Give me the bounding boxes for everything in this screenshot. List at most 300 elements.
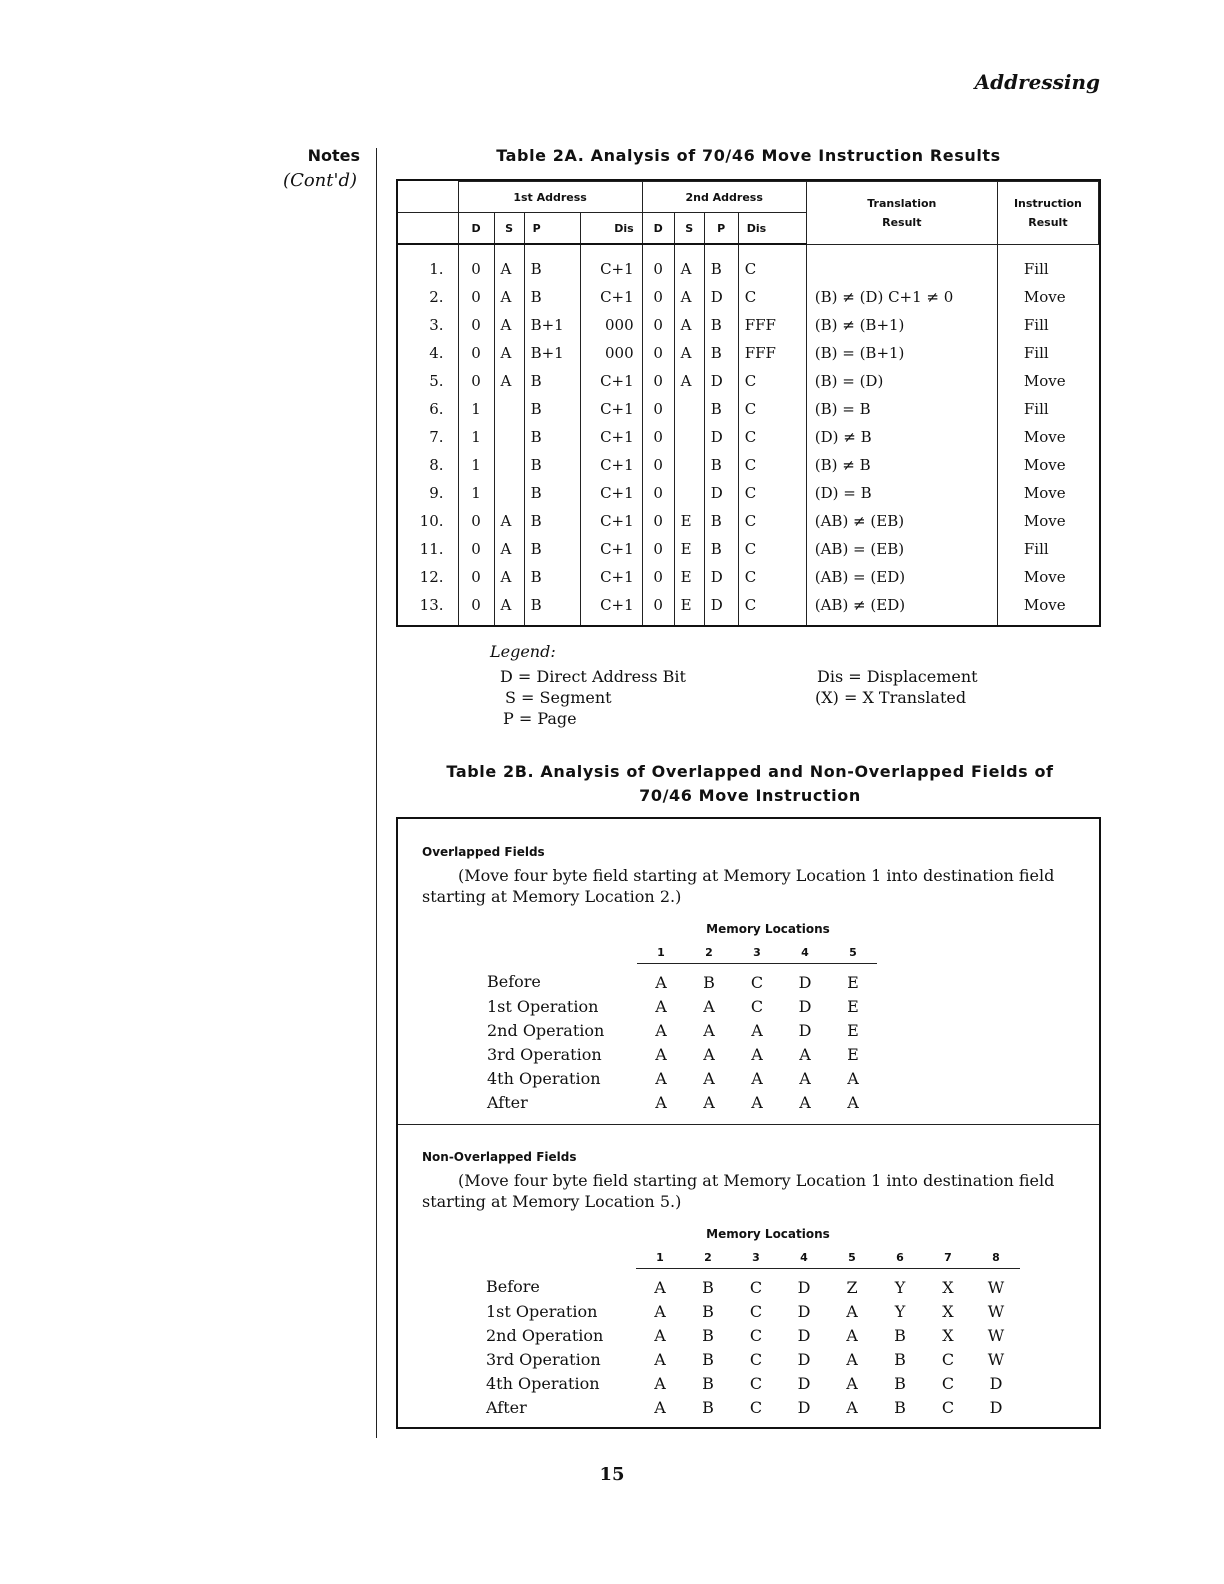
- table-2a-cell: C+1: [580, 535, 642, 563]
- table-2a-cell: C: [738, 244, 806, 283]
- table-2a-cell: 0: [458, 591, 494, 625]
- table-2a-cell: C+1: [580, 423, 642, 451]
- table-2a-cell: B: [524, 479, 580, 507]
- table-2a-cell: A: [494, 283, 524, 311]
- memory-cell: Y: [894, 1277, 906, 1297]
- table-2a-cell: D: [704, 563, 738, 591]
- table-2a-cell: 7.: [429, 428, 444, 446]
- memory-cell: A: [846, 1325, 858, 1345]
- memory-location-header: 3: [732, 1246, 780, 1269]
- memory-cell: B: [702, 1277, 714, 1297]
- table-2a-cell: C+1: [580, 479, 642, 507]
- table-2b: [396, 817, 1101, 1429]
- table-2a-cell: B: [524, 507, 580, 535]
- table-2a-cell: 0: [458, 283, 494, 311]
- table-2a-cell: [674, 451, 704, 479]
- header-instruction-bottom: Result: [1028, 215, 1068, 229]
- margin-rule: [376, 148, 377, 1438]
- operation-label: Before: [487, 972, 541, 992]
- header-instruction-top: Instruction: [1013, 196, 1082, 210]
- operation-row: [487, 1042, 877, 1066]
- non-overlapped-memory-locations: Memory Locations: [706, 1227, 830, 1241]
- table-2a-cell: C: [738, 507, 806, 535]
- operation-row: [487, 1090, 877, 1114]
- memory-cell: B: [703, 972, 715, 992]
- table-2a-cell: D: [704, 591, 738, 625]
- memory-cell: A: [846, 1397, 858, 1417]
- table-2b-title: [400, 760, 1100, 808]
- memory-cell: Y: [894, 1301, 906, 1321]
- table-2a-cell: A: [674, 367, 704, 395]
- memory-cell: W: [987, 1301, 1005, 1321]
- table-2a-cell: Move: [997, 591, 1098, 625]
- memory-cell: D: [798, 996, 812, 1016]
- table-2a-cell: A: [494, 339, 524, 367]
- memory-cell: A: [751, 1092, 763, 1112]
- table-2a-cell: (B) ≠ (D) C+1 ≠ 0: [806, 283, 997, 311]
- table-2a-cell: E: [674, 563, 704, 591]
- memory-cell: D: [797, 1325, 811, 1345]
- memory-cell: B: [702, 1325, 714, 1345]
- memory-cell: B: [702, 1373, 714, 1393]
- memory-cell: C: [749, 1349, 763, 1369]
- memory-cell: C: [749, 1277, 763, 1297]
- memory-cell: C: [749, 1373, 763, 1393]
- memory-cell: E: [847, 1020, 859, 1040]
- table-2a-cell: (B) = B: [806, 395, 997, 423]
- table-2a-cell: 0: [458, 367, 494, 395]
- table-2a-cell: C: [738, 395, 806, 423]
- table-2a-cell: D: [704, 423, 738, 451]
- legend-p: P = Page: [503, 709, 577, 728]
- table-2a-cell: Move: [997, 451, 1098, 479]
- operation-row: [487, 994, 877, 1018]
- col-header: Dis: [580, 213, 642, 245]
- table-2a-cell: (B) = (B+1): [806, 339, 997, 367]
- table-2a-cell: B: [704, 395, 738, 423]
- operation-row: [486, 1299, 1020, 1323]
- memory-cell: C: [941, 1397, 955, 1417]
- table-2a-cell: 1: [458, 423, 494, 451]
- table-2a-cell: Move: [997, 507, 1098, 535]
- operation-label: 1st Operation: [487, 996, 599, 1016]
- table-2a-cell: B: [524, 395, 580, 423]
- table-2a-cell: B: [524, 591, 580, 625]
- memory-cell: B: [894, 1325, 906, 1345]
- memory-cell: E: [847, 996, 859, 1016]
- table-2a-cell: [674, 423, 704, 451]
- memory-cell: A: [654, 1277, 666, 1297]
- table-2a-row: [398, 563, 1099, 591]
- memory-cell: B: [702, 1301, 714, 1321]
- table-2a-row: [398, 507, 1099, 535]
- table-2a-cell: (D) = B: [806, 479, 997, 507]
- memory-cell: A: [799, 1092, 811, 1112]
- running-head: Addressing: [974, 70, 1100, 94]
- overlapped-title: Overlapped Fields: [422, 845, 545, 859]
- table-2a-cell: C: [738, 591, 806, 625]
- table-2a-cell: 1: [458, 451, 494, 479]
- table-2a-cell: [494, 423, 524, 451]
- table-2a-cell: 2.: [429, 288, 444, 306]
- table-2a-row: [398, 367, 1099, 395]
- table-2a-cell: Fill: [997, 395, 1098, 423]
- table-2a-cell: C+1: [580, 507, 642, 535]
- table-2a-cell: 4.: [429, 344, 444, 362]
- memory-location-header: 3: [733, 941, 781, 964]
- memory-cell: A: [654, 1349, 666, 1369]
- table-2a-cell: C: [738, 367, 806, 395]
- memory-cell: D: [797, 1373, 811, 1393]
- table-2a-cell: 11.: [419, 540, 444, 558]
- operation-row: [486, 1371, 1020, 1395]
- table-2a-cell: C+1: [580, 283, 642, 311]
- legend-dis: Dis = Displacement: [817, 667, 978, 686]
- memory-location-header: 5: [828, 1246, 876, 1269]
- operation-row: [486, 1347, 1020, 1371]
- table-2a-cell: 0: [642, 395, 674, 423]
- memory-cell: A: [846, 1349, 858, 1369]
- table-2a-cell: A: [494, 311, 524, 339]
- memory-cell: A: [846, 1301, 858, 1321]
- notes-label: Notes: [307, 146, 360, 165]
- table-2a-cell: 12.: [419, 568, 444, 586]
- operation-row: [486, 1269, 1020, 1300]
- table-2a-cell: 0: [458, 244, 494, 283]
- operation-row: [487, 1018, 877, 1042]
- table-2a-row: [398, 311, 1099, 339]
- table-2a-cell: A: [674, 244, 704, 283]
- table-2a-cell: 3.: [429, 316, 444, 334]
- memory-cell: A: [846, 1373, 858, 1393]
- table-2a-cell: 0: [458, 535, 494, 563]
- memory-cell: D: [797, 1301, 811, 1321]
- legend-title: Legend:: [490, 642, 556, 661]
- table-2a-cell: 0: [458, 563, 494, 591]
- table-2a-cell: A: [494, 591, 524, 625]
- legend-d: D = Direct Address Bit: [500, 667, 686, 686]
- memory-cell: D: [797, 1277, 811, 1297]
- table-2a-cell: A: [674, 339, 704, 367]
- memory-cell: A: [751, 1068, 763, 1088]
- memory-cell: B: [702, 1397, 714, 1417]
- table-2a-cell: Fill: [997, 244, 1098, 283]
- memory-cell: W: [987, 1349, 1005, 1369]
- table-2a-cell: B: [524, 451, 580, 479]
- table-2a-cell: [806, 244, 997, 283]
- table-2a-cell: 0: [642, 339, 674, 367]
- table-2a-cell: (AB) ≠ (ED): [806, 591, 997, 625]
- table-2a-cell: Fill: [997, 339, 1098, 367]
- table-2a-cell: 0: [458, 339, 494, 367]
- table-2a-cell: 1: [458, 479, 494, 507]
- table-2a-cell: C: [738, 479, 806, 507]
- table-2a-cell: 000: [580, 311, 642, 339]
- memory-cell: A: [654, 1373, 666, 1393]
- memory-cell: A: [655, 972, 667, 992]
- table-2a-cell: A: [494, 367, 524, 395]
- operation-label: 3rd Operation: [487, 1044, 602, 1064]
- header-1st-address: 1st Address: [458, 182, 642, 213]
- col-header: D: [458, 213, 494, 245]
- memory-cell: A: [655, 996, 667, 1016]
- table-2a-cell: 0: [642, 451, 674, 479]
- table-2a-cell: B: [524, 367, 580, 395]
- table-2a-cell: C: [738, 535, 806, 563]
- non-overlapped-desc-text: (Move four byte field starting at Memory Location 1 into destination field starting at Memory Location 5.): [422, 1171, 1055, 1211]
- memory-cell: A: [703, 1044, 715, 1064]
- table-2a-cell: C: [738, 563, 806, 591]
- table-2a-cell: C+1: [580, 591, 642, 625]
- table-2a-cell: (B) ≠ B: [806, 451, 997, 479]
- operation-label: 4th Operation: [487, 1068, 601, 1088]
- memory-cell: B: [894, 1397, 906, 1417]
- table-2a-cell: [674, 479, 704, 507]
- table-2a-row: [398, 244, 1099, 283]
- table-2a-title: Table 2A. Analysis of 70/46 Move Instruction Results: [496, 146, 1001, 165]
- legend-s: S = Segment: [505, 688, 612, 707]
- operation-label: After: [486, 1397, 527, 1417]
- memory-cell: E: [847, 1044, 859, 1064]
- memory-location-header: 2: [684, 1246, 732, 1269]
- header-2nd-address: 2nd Address: [642, 182, 806, 213]
- table-2a-cell: 0: [642, 563, 674, 591]
- header-instruction-result: [997, 182, 1098, 245]
- table-2a-cell: 0: [642, 535, 674, 563]
- memory-cell: A: [655, 1068, 667, 1088]
- table-2a-cell: (B) = (D): [806, 367, 997, 395]
- operation-label: 2nd Operation: [486, 1325, 604, 1345]
- table-2a-cell: D: [704, 283, 738, 311]
- table-2a-cell: C: [738, 451, 806, 479]
- memory-location-header: 1: [636, 1246, 684, 1269]
- memory-cell: C: [750, 996, 764, 1016]
- memory-location-header: 1: [637, 941, 685, 964]
- table-2a-cell: C+1: [580, 395, 642, 423]
- memory-cell: X: [942, 1325, 954, 1345]
- table-2b-title-line1: Table 2B. Analysis of Overlapped and Non-Overlapped Fields of: [446, 762, 1054, 781]
- memory-cell: C: [750, 972, 764, 992]
- table-2a-cell: E: [674, 535, 704, 563]
- memory-location-header: 4: [780, 1246, 828, 1269]
- table-2a-cell: Move: [997, 423, 1098, 451]
- table-2a-cell: E: [674, 507, 704, 535]
- page-number: 15: [599, 1464, 625, 1485]
- table-2a-cell: 000: [580, 339, 642, 367]
- table-2a-cell: B: [704, 507, 738, 535]
- table-2a-cell: 9.: [429, 484, 444, 502]
- non-overlapped-grid: [486, 1246, 1020, 1419]
- non-overlapped-title: Non-Overlapped Fields: [422, 1150, 577, 1164]
- table-2a-cell: C+1: [580, 244, 642, 283]
- memory-cell: C: [941, 1373, 955, 1393]
- table-2a-cell: C: [738, 283, 806, 311]
- table-2a-row: [398, 339, 1099, 367]
- table-2a-cell: 0: [458, 507, 494, 535]
- table-2a-cell: A: [494, 563, 524, 591]
- memory-cell: B: [894, 1373, 906, 1393]
- table-2a-cell: 13.: [419, 596, 444, 614]
- col-header: S: [674, 213, 704, 245]
- col-header: P: [704, 213, 738, 245]
- memory-cell: A: [799, 1044, 811, 1064]
- table-2a-cell: C+1: [580, 563, 642, 591]
- memory-cell: C: [749, 1397, 763, 1417]
- memory-cell: A: [703, 1020, 715, 1040]
- table-2a-cell: [494, 395, 524, 423]
- legend-x: (X) = X Translated: [815, 688, 967, 707]
- table-2a-cell: A: [494, 244, 524, 283]
- table-2a-cell: B: [704, 339, 738, 367]
- overlapped-description: [422, 865, 1074, 907]
- table-2a-cell: B: [524, 283, 580, 311]
- table-2a-cell: Fill: [997, 311, 1098, 339]
- memory-cell: W: [987, 1277, 1005, 1297]
- table-2a-cell: A: [674, 283, 704, 311]
- memory-cell: A: [847, 1092, 859, 1112]
- operation-label: After: [487, 1092, 528, 1112]
- table-2a-cell: 0: [642, 311, 674, 339]
- table-2a-cell: FFF: [738, 311, 806, 339]
- table-2a-cell: C: [738, 423, 806, 451]
- memory-cell: A: [703, 1068, 715, 1088]
- memory-cell: D: [989, 1373, 1003, 1393]
- table-2a-cell: B: [524, 423, 580, 451]
- header-blank: [398, 182, 458, 213]
- table-2a-row: [398, 479, 1099, 507]
- section-divider: [398, 1124, 1099, 1125]
- memory-cell: A: [751, 1044, 763, 1064]
- overlapped-desc-text: (Move four byte field starting at Memory Location 1 into destination field starting at Memory Location 2.): [422, 866, 1055, 906]
- memory-cell: D: [797, 1397, 811, 1417]
- table-2a-cell: 5.: [429, 372, 444, 390]
- col-header: S: [494, 213, 524, 245]
- table-2a-cell: 0: [642, 283, 674, 311]
- table-2a-cell: B+1: [524, 339, 580, 367]
- table-2a-cell: [674, 395, 704, 423]
- operation-label: 2nd Operation: [487, 1020, 605, 1040]
- table-2a-cell: (AB) = (ED): [806, 563, 997, 591]
- memory-cell: A: [655, 1044, 667, 1064]
- memory-cell: D: [797, 1349, 811, 1369]
- memory-cell: A: [703, 996, 715, 1016]
- table-2a-cell: 1: [458, 395, 494, 423]
- memory-cell: A: [655, 1092, 667, 1112]
- header-blank-2: [398, 213, 458, 245]
- overlapped-memory-locations: Memory Locations: [706, 922, 830, 936]
- memory-cell: D: [798, 972, 812, 992]
- memory-cell: A: [654, 1325, 666, 1345]
- operation-label: Before: [486, 1277, 540, 1297]
- table-2a-cell: C+1: [580, 367, 642, 395]
- table-2a-row: [398, 395, 1099, 423]
- memory-location-header: 7: [924, 1246, 972, 1269]
- table-2a-row: [398, 451, 1099, 479]
- table-2a-cell: B: [524, 563, 580, 591]
- table-2a-cell: 0: [642, 244, 674, 283]
- memory-cell: D: [989, 1397, 1003, 1417]
- table-2a-cell: 1.: [429, 260, 444, 278]
- operation-label: 3rd Operation: [486, 1349, 601, 1369]
- memory-cell: B: [894, 1349, 906, 1369]
- table-2a-cell: D: [704, 367, 738, 395]
- table-2a-row: [398, 283, 1099, 311]
- memory-cell: C: [941, 1349, 955, 1369]
- memory-cell: A: [654, 1397, 666, 1417]
- memory-cell: A: [751, 1020, 763, 1040]
- operation-label: 1st Operation: [486, 1301, 598, 1321]
- header-translation-result: [806, 182, 997, 245]
- operation-row: [487, 1066, 877, 1090]
- memory-cell: W: [987, 1325, 1005, 1345]
- notes-continued: (Cont'd): [283, 170, 357, 191]
- table-2a-cell: 8.: [429, 456, 444, 474]
- memory-cell: X: [942, 1277, 954, 1297]
- col-header: P: [524, 213, 580, 245]
- memory-cell: A: [703, 1092, 715, 1112]
- memory-cell: C: [749, 1325, 763, 1345]
- header-translation-top: Translation: [867, 196, 937, 210]
- table-2a-cell: (AB) ≠ (EB): [806, 507, 997, 535]
- memory-location-header: 8: [972, 1246, 1020, 1269]
- table-2a-row: [398, 423, 1099, 451]
- table-2a-cell: C+1: [580, 451, 642, 479]
- memory-location-header: 5: [829, 941, 877, 964]
- memory-location-header: 4: [781, 941, 829, 964]
- memory-cell: A: [799, 1068, 811, 1088]
- table-2a-cell: 0: [642, 591, 674, 625]
- table-2a-cell: 0: [642, 479, 674, 507]
- table-2a-row: [398, 535, 1099, 563]
- table-2a: [396, 179, 1101, 627]
- table-2a-cell: 0: [642, 367, 674, 395]
- memory-location-header: 2: [685, 941, 733, 964]
- table-2a-cell: D: [704, 479, 738, 507]
- header-translation-bottom: Result: [882, 215, 922, 229]
- table-2a-cell: B: [704, 535, 738, 563]
- memory-cell: D: [798, 1020, 812, 1040]
- non-overlapped-description: [422, 1170, 1074, 1212]
- operation-row: [486, 1323, 1020, 1347]
- col-header: D: [642, 213, 674, 245]
- table-2a-row: [398, 591, 1099, 625]
- memory-cell: A: [655, 1020, 667, 1040]
- table-2a-cell: B+1: [524, 311, 580, 339]
- table-2a-cell: Move: [997, 479, 1098, 507]
- memory-cell: A: [654, 1301, 666, 1321]
- memory-cell: C: [749, 1301, 763, 1321]
- table-2a-cell: (B) ≠ (B+1): [806, 311, 997, 339]
- overlapped-grid: [487, 941, 877, 1114]
- memory-cell: B: [702, 1349, 714, 1369]
- table-2a-cell: A: [494, 535, 524, 563]
- grid-corner: [486, 1246, 636, 1269]
- table-2a-cell: B: [704, 451, 738, 479]
- table-2a-cell: E: [674, 591, 704, 625]
- memory-cell: E: [847, 972, 859, 992]
- memory-location-header: 6: [876, 1246, 924, 1269]
- table-2a-cell: B: [524, 244, 580, 283]
- table-2b-title-line2: 70/46 Move Instruction: [639, 786, 861, 805]
- table-2a-cell: Move: [997, 283, 1098, 311]
- memory-cell: X: [942, 1301, 954, 1321]
- table-2a-cell: 10.: [419, 512, 444, 530]
- table-2a-cell: B: [524, 535, 580, 563]
- operation-row: [487, 964, 877, 995]
- table-2a-cell: B: [704, 311, 738, 339]
- table-2a-cell: 6.: [429, 400, 444, 418]
- grid-corner: [487, 941, 637, 964]
